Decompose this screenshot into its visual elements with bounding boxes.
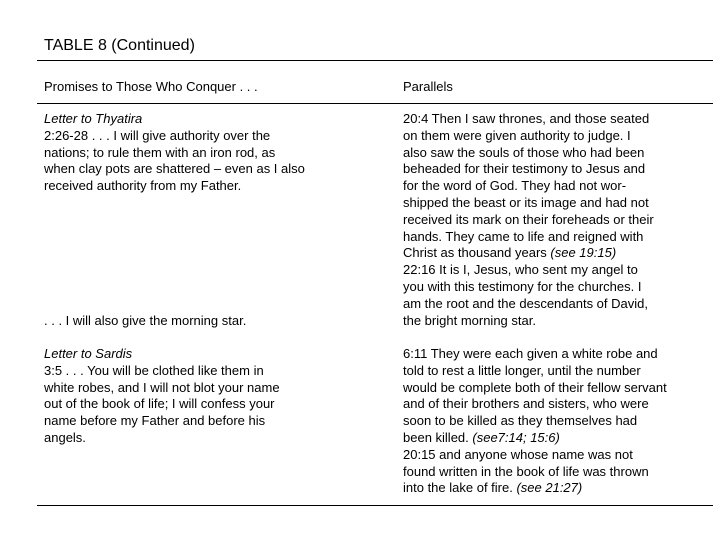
bottom-rule <box>37 505 713 506</box>
text-segment: Christ as thousand years <box>403 245 551 261</box>
text-line: found written in the book of life was thrown <box>403 463 649 479</box>
top-rule <box>37 60 713 61</box>
cross-reference: (see 19:15) <box>550 245 617 261</box>
text-line <box>403 245 708 262</box>
text-line: 20:4 Then I saw thrones, and those seated <box>403 111 650 126</box>
sardis-parallels <box>403 346 708 497</box>
table-title: TABLE 8 (Continued) <box>44 37 195 54</box>
text-line: received authority from my Father. <box>44 178 242 194</box>
text-segment: been killed. <box>403 429 473 445</box>
sardis-promise <box>44 346 344 447</box>
column-header-parallels: Parallels <box>403 79 453 94</box>
text-line <box>403 430 708 447</box>
text-line: you with this testimony for the churches. I <box>403 278 642 294</box>
thyatira-promise <box>44 111 344 195</box>
thyatira-parallels <box>403 111 708 329</box>
text-line: name before my Father and before his <box>44 413 266 429</box>
text-line: told to rest a little longer, until the number <box>403 362 641 378</box>
text-line: angels. <box>44 429 86 445</box>
text-line <box>403 480 708 497</box>
cross-reference: (see7:14; 15:6) <box>472 429 560 445</box>
text-line: when clay pots are shattered – even as I also <box>44 161 305 177</box>
text-line: 3:5 . . . You will be clothed like them in <box>44 362 264 378</box>
text-line: hands. They came to life and reigned with <box>403 228 644 244</box>
text-line: beheaded for their testimony to Jesus and <box>403 161 646 177</box>
text-line: the bright morning star. <box>403 312 536 328</box>
text-line: out of the book of life; I will confess your <box>44 396 275 412</box>
text-line: . . . I will also give the morning star. <box>44 313 247 328</box>
text-line: on them were given authority to judge. I <box>403 127 631 143</box>
text-line: 20:15 and anyone whose name was not <box>403 446 633 462</box>
header-rule <box>37 103 713 104</box>
text-segment: into the lake of fire. <box>403 480 517 496</box>
text-line: received its mark on their foreheads or their <box>403 211 654 227</box>
text-line: shipped the beast or its image and had not <box>403 194 649 210</box>
text-line: nations; to rule them with an iron rod, as <box>44 144 276 160</box>
text-line: white robes, and I will not blot your name <box>44 379 280 395</box>
thyatira-letter-label: Letter to Thyatira <box>44 111 143 126</box>
text-line: would be complete both of their fellow servant <box>403 379 667 395</box>
text-line: for the word of God. They had not wor- <box>403 178 627 194</box>
cross-reference: (see 21:27) <box>516 480 583 496</box>
text-line: and of their brothers and sisters, who were <box>403 396 649 412</box>
thyatira-promise-morning-star <box>44 313 344 330</box>
column-header-promises: Promises to Those Who Conquer . . . <box>44 79 258 94</box>
text-line: am the root and the descendants of David, <box>403 295 648 311</box>
text-line: soon to be killed as they themselves had <box>403 413 638 429</box>
text-line: 6:11 They were each given a white robe and <box>403 346 658 361</box>
text-line: 2:26-28 . . . I will give authority over the <box>44 127 271 143</box>
sardis-letter-label: Letter to Sardis <box>44 346 133 361</box>
text-line: 22:16 It is I, Jesus, who sent my angel to <box>403 262 638 278</box>
text-line: also saw the souls of those who had been <box>403 144 645 160</box>
